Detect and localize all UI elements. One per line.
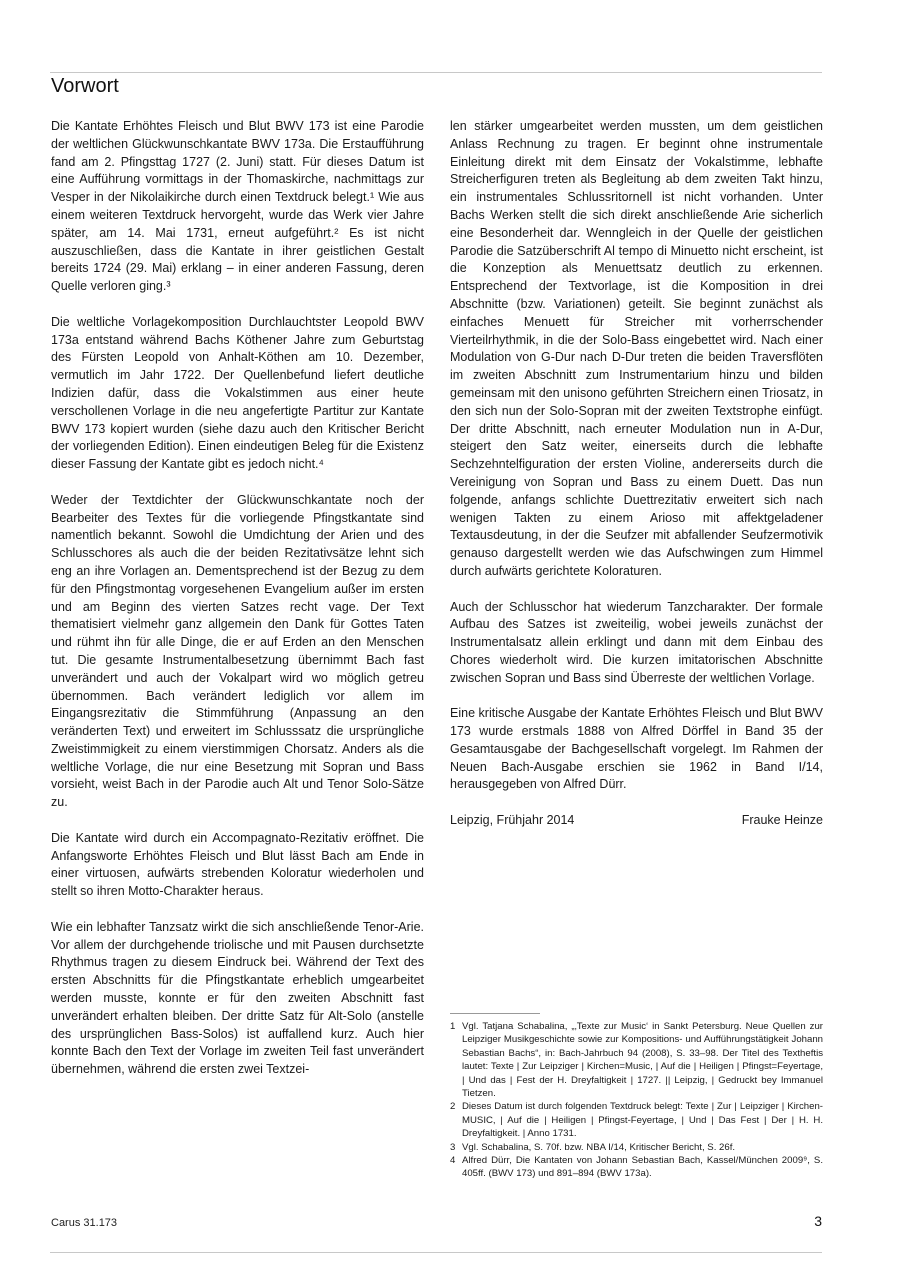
footnote-number: 1 — [450, 1021, 456, 1032]
right-column — [450, 118, 823, 830]
signature-author: Frauke Heinze — [741, 813, 823, 828]
footnote-rule — [450, 1013, 540, 1014]
paragraph: Die Kantate Erhöhtes Fleisch und Blut BWV 173 ist eine Parodie der weltlichen Glückwunschkantate BWV 173a. Die Erstaufführung fand am 2. Pfingsttag 1727 (2. Juni) statt. Für dieses Datum ist eine Aufführung vormittags in der Thomaskirche, nachmittags zur Vesper in der Nikolaikirche durch einen Textdruck belegt.¹ Wie aus einem weiteren Textdruck hervorgeht, wurde das Werk vier Jahre später, am 14. Mai 1731, erneut aufgeführt.² Es ist nicht auszuschließen, dass die Kantate in ihrer geistlichen Gestalt bereits 1724 (29. Mai) erklang – in einer anderen Fassung, deren Quelle verloren ging.³ — [51, 119, 424, 294]
paragraph: Auch der Schlusschor hat wiederum Tanzcharakter. Der formale Aufbau des Satzes ist zweiteilig, wobei jeweils zunächst der Instrumentalsatz allein erklingt und dann mit dem Einbau des Chores wiederholt wird. Die kurzen imitatorischen Abschnitte zwischen Sopran und Bass sind Überreste der weltlichen Vorlage. — [450, 599, 823, 685]
footnote-number: 2 — [450, 1101, 456, 1113]
footnote-text: Dieses Datum ist durch folgenden Textdruck belegt: Texte | Zur | Leipziger | Kirchen-MUSIC, | Auf die | Heiligen | Pfingst-Feyertage, | Und | Das Fest | Der | H. H. Dreyfaltigkeit. | Anno 1731. — [462, 1101, 823, 1140]
footnote-text: Vgl. Tatjana Schabalina, „‚Texte zur Music‘ in Sankt Petersburg. Neue Quellen zur Leipziger Musikgeschichte sowie zur Kompositions- und Aufführungstätigkeit Johann Sebastian Bachs“, in: Bach-Jahrbuch 94 (2008), S. 33–98. Der Titel des Textheftis lautet: Texte | Zur Leipziger | Kirchen=Music, | Auf die | Heiligen | Pfingst=Feyertage, | Und das | Fest der H. Dreyfaltigkeit | 1727. || Leipzig, | Gedruckt bey Immanuel Tietzen. — [462, 1021, 823, 1100]
left-column — [51, 118, 424, 1097]
page-title: Vorwort — [51, 75, 119, 97]
footnote-text: Alfred Dürr, Die Kantaten von Johann Sebastian Bach, Kassel/München 2009⁹, S. 405ff. (BWV 173) und 891–894 (BWV 173a). — [462, 1155, 823, 1180]
paragraph: Die Kantate wird durch ein Accompagnato-Rezitativ eröffnet. Die Anfangsworte Erhöhtes Fleisch und Blut lässt Bach am Ende in einer virtuosen, aufwärts strebenden Koloratur wiederholen und stellt so ihren Motto-Charakter heraus. — [51, 830, 424, 899]
footnote — [450, 1100, 823, 1140]
paragraph: Weder der Textdichter der Glückwunschkantate noch der Bearbeiter des Textes für die vorliegende Pfingstkantate sind namentlich bekannt. Sowohl die Umdichtung der Arien und des Schlusschores als auch die der beiden Rezitativsätze lehnt sich eng an ihre Vorlagen an. Dementsprechend ist der Bezug zu dem für den Pfingstmontag vorgesehenen Evangelium außer im ersten und am Beginn des vierten Satzes recht vage. Der Text thematisiert vielmehr ganz allgemein den Dank für Gottes Taten und rühmt ihn für alle Dinge, die er auf Erden an den Menschen tut. Die gesamte Instrumentalbesetzung übernimmt Bach fast unverändert und auch der Vokalpart wird wo möglich getreu übernommen. Bach verändert lediglich vor allem im Eingangsrezitativ die Stimmführung (Anpassung an den veränderten Text) und erweitert im Schlusssatz die ursprüngliche Zweistimmigkeit zu einem vierstimmigen Chorsatz. Anders als die weltliche Vorlage, die nur eine Besetzung mit Sopran und Bass vorsieht, weist Bach in der Parodie auch Alt und Tenor Solo-Sätze zu. — [51, 492, 424, 810]
page-number: 3 — [814, 1213, 822, 1229]
paragraph: Eine kritische Ausgabe der Kantate Erhöhtes Fleisch und Blut BWV 173 wurde erstmals 1888 von Alfred Dörffel in Band 35 der Gesamtausgabe der Bachgesellschaft vorgelegt. Im Rahmen der Neuen Bach-Ausgabe erschien sie 1962 in Band I/14, herausgegeben von Alfred Dürr. — [450, 706, 823, 792]
footnote-number: 4 — [450, 1155, 456, 1167]
top-rule — [50, 72, 822, 73]
signature-line — [450, 812, 823, 830]
footnotes — [450, 1020, 823, 1181]
paragraph: len stärker umgearbeitet werden mussten, um dem geistlichen Anlass Rechnung zu tragen. Er beginnt ohne instrumentale Einleitung direkt mit dem Einsatz der Vokalstimme, lebhafte Streicherfiguren treten als Begleitung ab dem zweiten Takt hinzu, ein instrumentales Schlussritornell ist nicht vorhanden. Unter Bachs Werken stellt die sich direkt anschließende Arie sicherlich eine Besonderheit dar. Wenngleich in der Quelle der geistlichen Parodie die Satzüberschrift Al tempo di Minuetto nicht erscheint, ist die Konzeption als Menuettsatz deutlich zu erkennen. Entsprechend der Textvorlage, ist die Komposition in drei Abschnitte (bzw. Variationen) geteilt. Sie beginnt zunächst als einfaches Menuett für Streicher mit vorherrschender Vierteilrhythmik, in die der Solo-Bass eingebettet wird. Nach einer Modulation von G-Dur nach D-Dur treten die beiden Traversflöten im zweiten Abschnitt zum Instrumentarium hinzu und bilden gemeinsam mit den unisono geführten Streichern einen Triosatz, in den sich nun der Solo-Sopran mit der zweiten Textstrophe einfügt. Der dritte Abschnitt, nach erneuter Modulation nun in A-Dur, steigert den Satz weiter, einerseits durch die lebhafte Sechzehntelfiguration der ersten Violine, andererseits durch die Vereinigung von Sopran und Bass zu einem Duett. Das nun folgende, anfangs schlichte Duettrezitativ erweitert sich nach wenigen Takten zu einem Arioso mit affektgeladener Textausdeutung, in der die Seufzer mit abfallender Seufzermotivik genauso dargestellt werden wie das Aufschwingen zum Himmel durch aufwärts gerichtete Koloraturen. — [450, 119, 823, 578]
paragraph: Wie ein lebhafter Tanzsatz wirkt die sich anschließende Tenor-Arie. Vor allem der durchgehende triolische und mit Pausen durchsetzte Rhythmus tragen zu diesem Eindruck bei. Während der Text des ersten Abschnitts für die Pfingstkantate erheblich umgearbeitet werden musste, konnte er für den zweiten Abschnitt fast unverändert erhalten bleiben. Der dritte Satz für Alt-Solo (anstelle des ursprünglichen Bass-Solos) ist auffallend kurz. Auch hier konnte Bach den Text der Vorlage im zweiten Teil fast unverändert übernehmen, während die ersten zwei Textzei- — [51, 919, 424, 1077]
footnote — [450, 1020, 823, 1100]
signature-place-date: Leipzig, Frühjahr 2014 — [450, 813, 575, 828]
paragraph: Die weltliche Vorlagekomposition Durchlauchtster Leopold BWV 173a entstand während Bachs Köthener Jahre zum Geburtstag des Fürsten Leopold von Anhalt-Köthen am 10. Dezember, vermutlich im Jahr 1722. Der Quellenbefund liefert deutliche Indizien dafür, dass die Vokalstimmen aus einer heute verschollenen Vorlage in die neu angefertigte Partitur zur Kantate BWV 173 kopiert wurden (siehe dazu auch den Kritischer Bericht der vorliegenden Edition). Einen eindeutigen Beleg für die Existenz dieser Fassung der Kantate gibt es jedoch nicht.⁴ — [51, 314, 424, 472]
bottom-rule — [50, 1252, 822, 1253]
footnote — [450, 1154, 823, 1181]
footnote-number: 3 — [450, 1141, 456, 1153]
footnote — [450, 1141, 823, 1154]
edition-label: Carus 31.173 — [51, 1217, 118, 1229]
footnote-text: Vgl. Schabalina, S. 70f. bzw. NBA I/14, Kritischer Bericht, S. 26f. — [462, 1141, 736, 1153]
